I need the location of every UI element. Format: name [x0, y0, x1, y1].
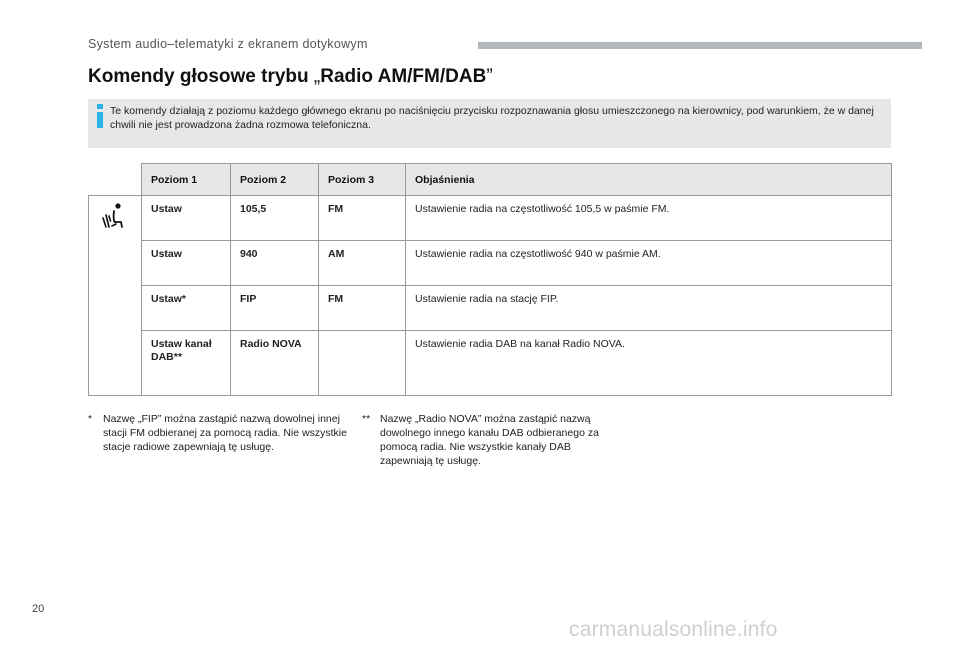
row4-level2: Radio NOVA [231, 331, 319, 396]
row2-level2: 940 [231, 241, 319, 286]
row1-level1: Ustaw [142, 196, 231, 241]
table-header-level3: Poziom 3 [319, 164, 406, 196]
watermark: carmanualsonline.info [569, 618, 778, 641]
row3-level3: FM [319, 286, 406, 331]
table-row [89, 286, 892, 331]
row1-level2: 105,5 [231, 196, 319, 241]
table-header-level2: Poziom 2 [231, 164, 319, 196]
table-row [89, 241, 892, 286]
row3-explanation: Ustawienie radia na stację FIP. [406, 286, 892, 331]
row2-level3: AM [319, 241, 406, 286]
row1-explanation: Ustawienie radia na częstotliwość 105,5 w paśmie FM. [406, 196, 892, 241]
info-icon [94, 104, 106, 128]
page-title-emphasis: Radio AM/FM/DAB [320, 66, 487, 87]
voice-commands-table [88, 163, 892, 396]
info-text: Te komendy działają z poziomu każdego głównego ekranu po naciśnięciu przycisku rozpoznawania głosu umieszczonego na kierownicy, pod warunkiem, że w danej chwili nie jest prowadzona żadna rozmowa telefoniczna. [110, 105, 874, 131]
voice-icon-cell [89, 196, 142, 396]
table-header-explanation: Objaśnienia [406, 164, 892, 196]
table-row [89, 331, 892, 396]
row1-level3: FM [319, 196, 406, 241]
page-number: 20 [32, 603, 45, 615]
table-header-level1: Poziom 1 [142, 164, 231, 196]
voice-command-icon [101, 202, 127, 230]
section-header-bar [478, 42, 922, 49]
row2-explanation: Ustawienie radia na częstotliwość 940 w paśmie AM. [406, 241, 892, 286]
page-title [88, 66, 493, 88]
row4-explanation: Ustawienie radia DAB na kanał Radio NOVA. [406, 331, 892, 396]
section-header-title: System audio–telematyki z ekranem dotykowym [88, 37, 368, 51]
page-title-close-quote: ” [486, 66, 493, 87]
row2-level1: Ustaw [142, 241, 231, 286]
table-header-icon-column [89, 164, 142, 196]
row4-level3 [319, 331, 406, 396]
row3-level1: Ustaw* [142, 286, 231, 331]
footnote-text: Nazwę „Radio NOVA” można zastąpić nazwą dowolnego innego kanału DAB odbieranego za pomocą radia. Nie wszystkie kanały DAB zapewniają tę usługę. [380, 413, 599, 467]
footnote-text: Nazwę „FIP” można zastąpić nazwą dowolnej innej stacji FM odbieranej za pomocą radia. Nie wszystkie stacje radiowe zapewniają tę usługę. [103, 413, 347, 453]
table-row [89, 196, 892, 241]
page-title-open-quote: „ [313, 66, 321, 87]
row3-level2: FIP [231, 286, 319, 331]
table-header-row [89, 164, 892, 196]
footnote-mark: * [88, 413, 93, 425]
row4-level1: Ustaw kanał DAB** [142, 331, 231, 396]
footnote-mark: ** [362, 413, 371, 425]
page-title-main: Komendy głosowe trybu [88, 66, 314, 87]
info-box [88, 99, 891, 148]
